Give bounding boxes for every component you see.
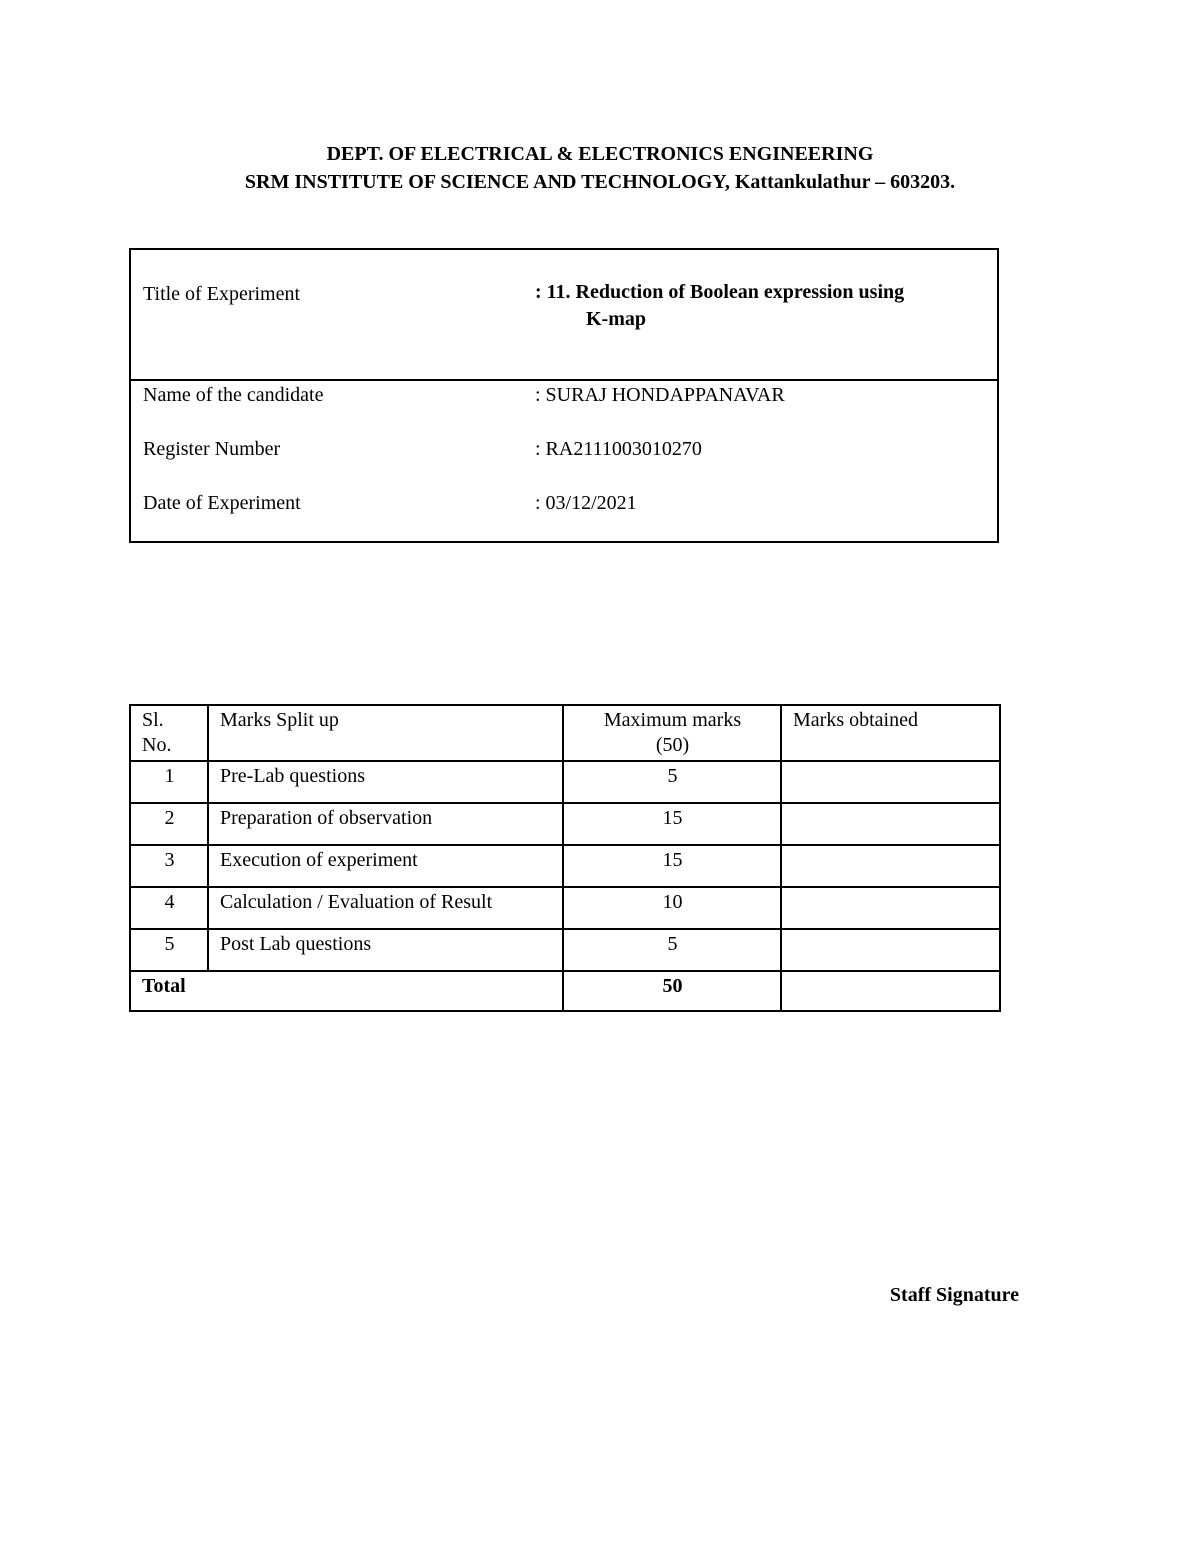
title-value — [535, 279, 985, 333]
staff-signature-label: Staff Signature — [889, 1284, 1019, 1306]
maximum-marks-header — [563, 705, 781, 761]
total-label: Total — [130, 971, 563, 1011]
candidate-name-row — [143, 381, 993, 409]
marks-obtained-cell — [781, 929, 1000, 971]
marks-item-cell: Calculation / Evaluation of Result — [208, 887, 563, 929]
marks-obtained-cell — [781, 761, 1000, 803]
total-row — [130, 971, 1000, 1011]
total-max-marks: 50 — [563, 971, 781, 1011]
sl-no-cell: 1 — [130, 761, 208, 803]
register-number-row — [143, 435, 993, 463]
sl-no-cell: 5 — [130, 929, 208, 971]
maximum-marks-header-line1: Maximum marks — [603, 709, 742, 731]
experiment-info-box — [129, 248, 999, 543]
marks-item-cell: Post Lab questions — [208, 929, 563, 971]
marks-table — [129, 704, 1001, 1012]
table-row — [130, 845, 1000, 887]
candidate-name-value: : SURAJ HONDAPPANAVAR — [535, 384, 785, 406]
sl-no-cell: 4 — [130, 887, 208, 929]
experiment-date-row — [143, 489, 993, 517]
marks-item-cell: Preparation of observation — [208, 803, 563, 845]
table-row — [130, 761, 1000, 803]
candidate-name-label: Name of the candidate — [143, 384, 324, 406]
title-section — [131, 250, 997, 381]
table-row — [130, 887, 1000, 929]
marks-obtained-cell — [781, 803, 1000, 845]
document-header — [0, 140, 1200, 196]
sl-no-header — [130, 705, 208, 761]
experiment-date-value: : 03/12/2021 — [535, 492, 637, 514]
sl-no-cell: 2 — [130, 803, 208, 845]
max-marks-cell: 15 — [563, 845, 781, 887]
institute-title: SRM INSTITUTE OF SCIENCE AND TECHNOLOGY, Kattankulathur – 603203. — [244, 171, 956, 193]
marks-obtained-cell — [781, 845, 1000, 887]
marks-obtained-header: Marks obtained — [781, 705, 1000, 761]
title-value-line1: : 11. Reduction of Boolean expression using — [535, 281, 905, 303]
maximum-marks-header-line2: (50) — [655, 734, 690, 756]
marks-item-cell: Execution of experiment — [208, 845, 563, 887]
register-number-label: Register Number — [143, 438, 281, 460]
experiment-date-label: Date of Experiment — [143, 492, 301, 514]
total-marks-obtained — [781, 971, 1000, 1011]
sl-no-header-line1: Sl. — [142, 709, 164, 731]
table-row — [130, 929, 1000, 971]
register-number-value: : RA2111003010270 — [535, 438, 702, 460]
max-marks-cell: 5 — [563, 929, 781, 971]
marks-table-header — [130, 705, 1000, 761]
marks-item-cell: Pre-Lab questions — [208, 761, 563, 803]
title-label: Title of Experiment — [143, 283, 301, 305]
sl-no-header-line2: No. — [142, 734, 172, 756]
sl-no-cell: 3 — [130, 845, 208, 887]
max-marks-cell: 15 — [563, 803, 781, 845]
title-value-line2: K-map — [586, 308, 646, 330]
table-row — [130, 803, 1000, 845]
max-marks-cell: 10 — [563, 887, 781, 929]
max-marks-cell: 5 — [563, 761, 781, 803]
marks-obtained-cell — [781, 887, 1000, 929]
department-title: DEPT. OF ELECTRICAL & ELECTRONICS ENGINEERING — [326, 143, 874, 165]
marks-split-header: Marks Split up — [208, 705, 563, 761]
